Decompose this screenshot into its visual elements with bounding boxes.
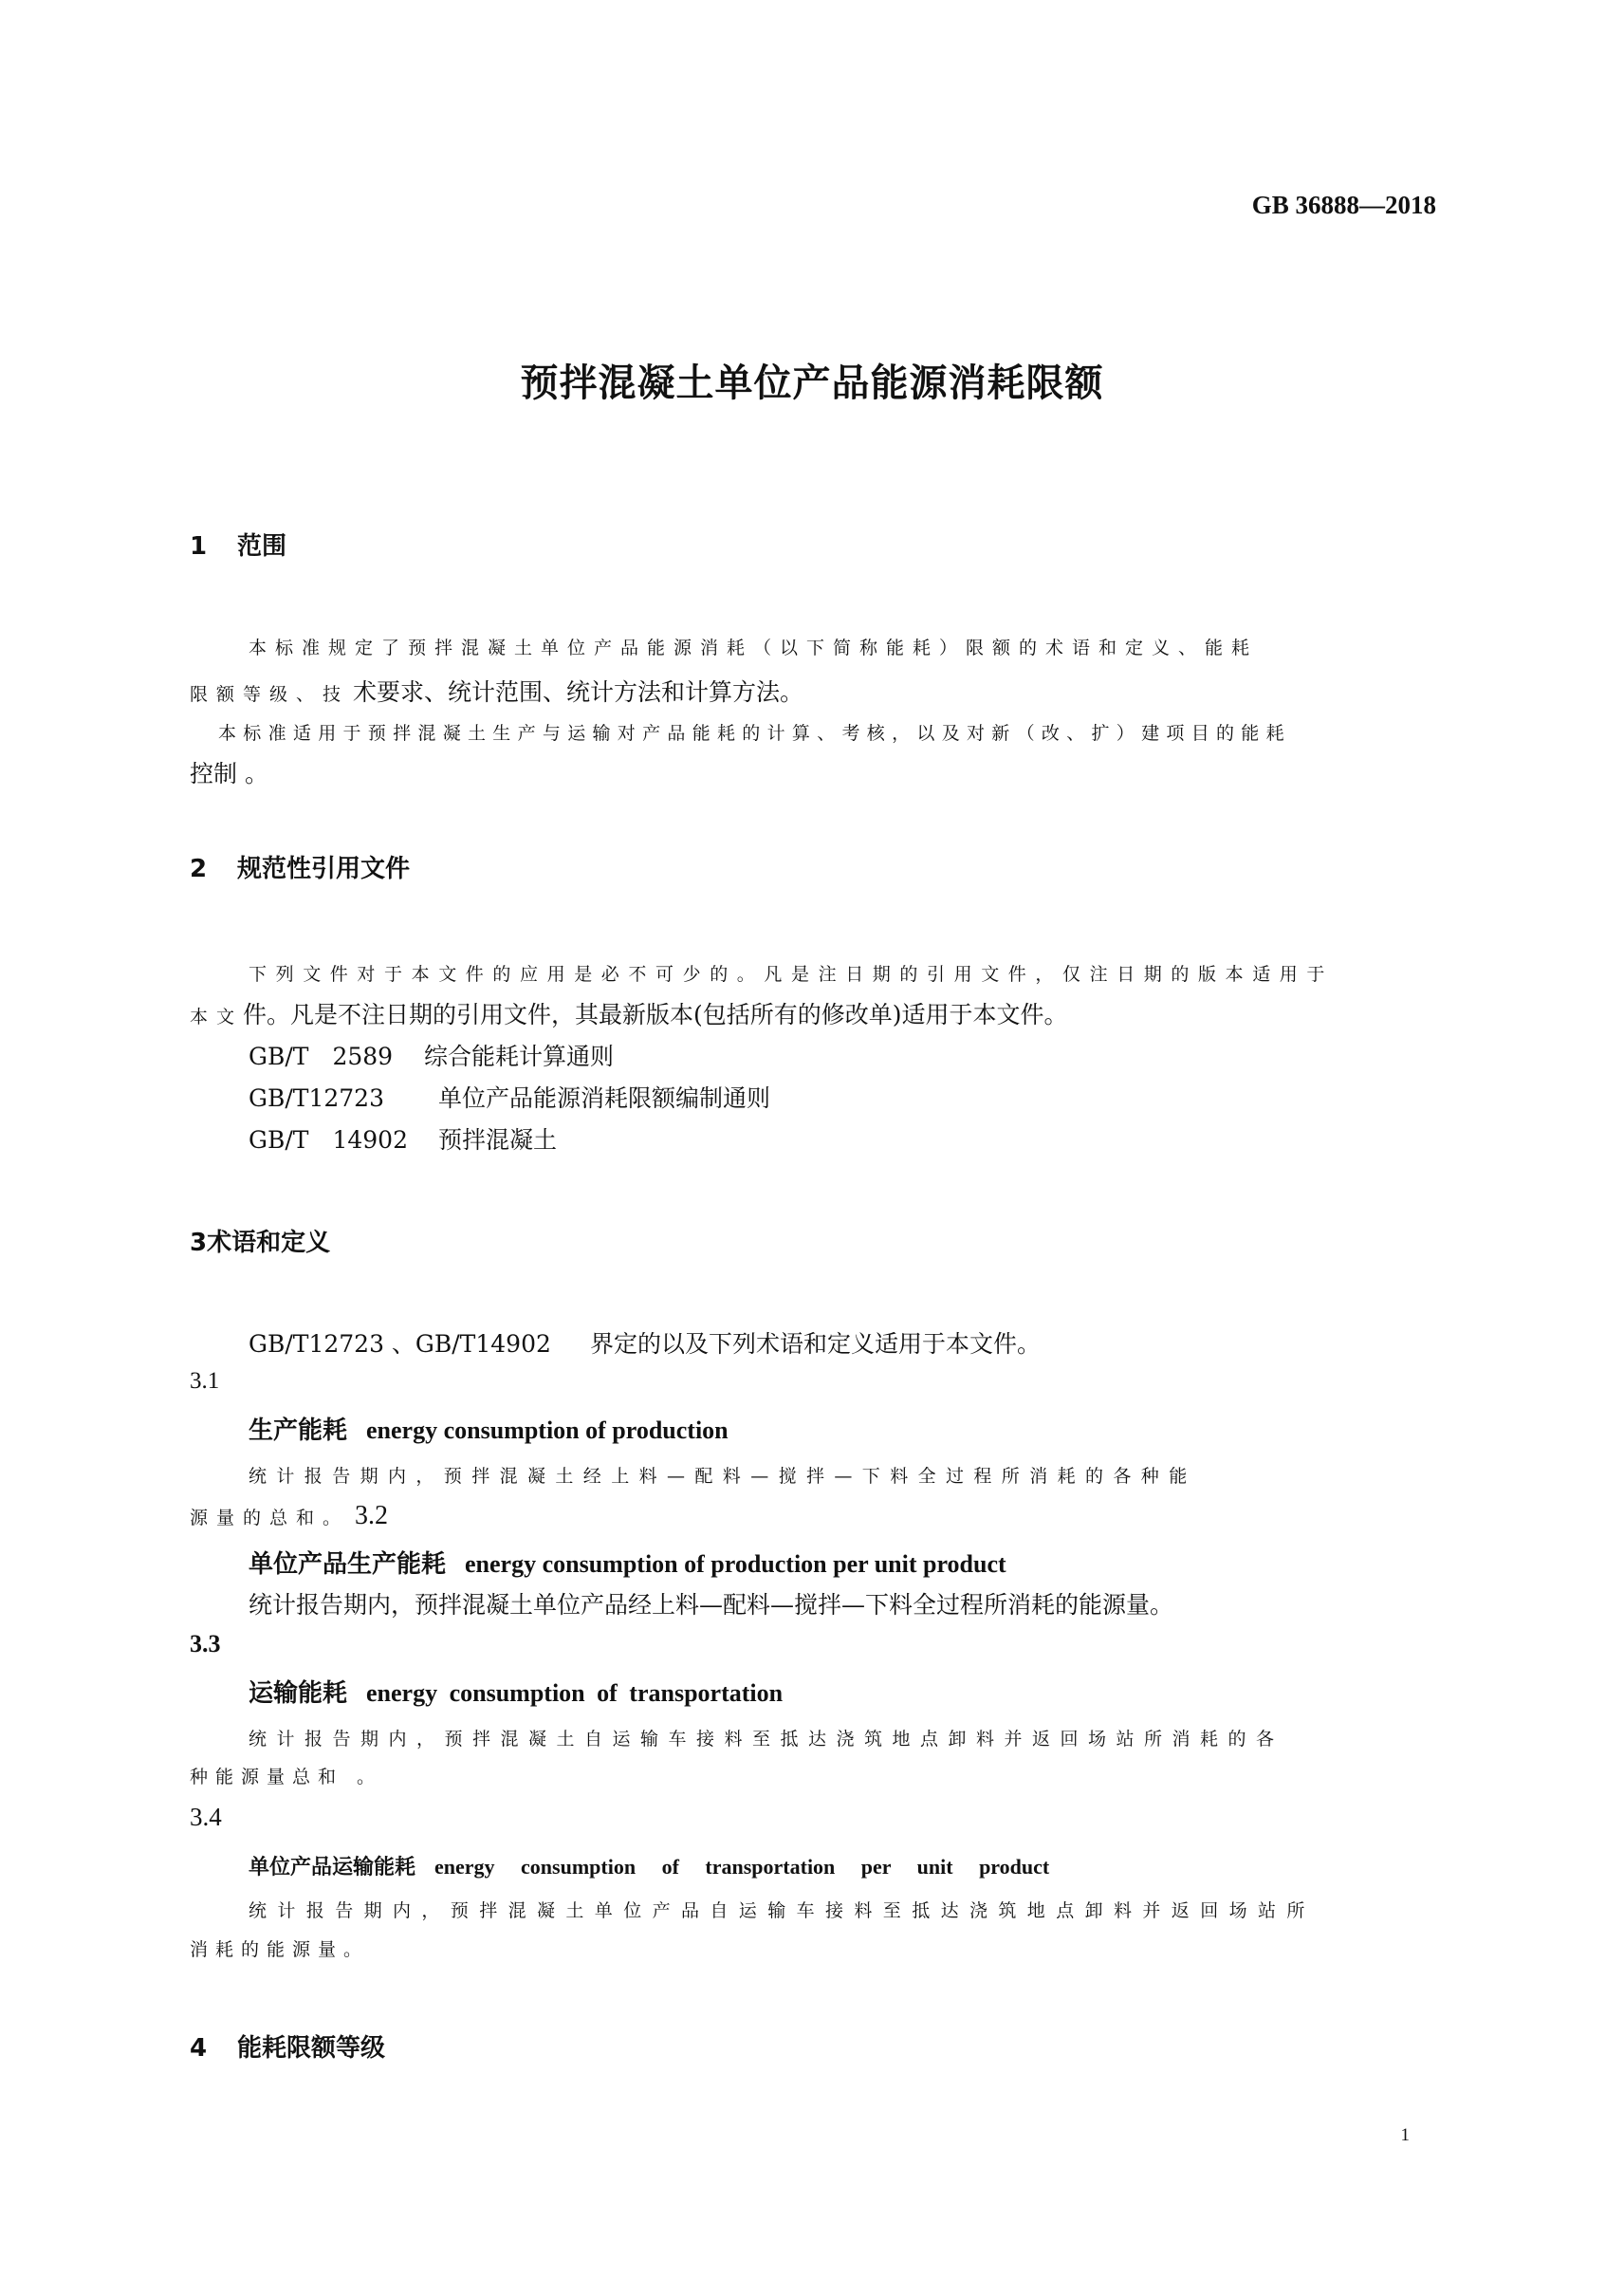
section-number: 4	[190, 2034, 208, 2063]
document-title: 预拌混凝土单位产品能源消耗限额	[520, 361, 1104, 405]
intro-text: 界定的以及下列术语和定义适用于本文件。	[590, 1330, 1042, 1358]
term-en: energy consumption of transportation	[366, 1679, 784, 1707]
term-definition-line-2: 消耗的能源量。	[190, 1939, 370, 1960]
reference-name: 预拌混凝土	[438, 1126, 558, 1154]
section-number: 2	[190, 855, 208, 883]
section-number: 3	[190, 1229, 208, 1257]
section-title: 规范性引用文件	[237, 855, 411, 883]
term-zh: 生产能耗	[249, 1416, 348, 1445]
section-title: 范围	[237, 532, 287, 561]
term-definition-line-1: 统计报告期内，预拌混凝土单位产品自运输车接料至抵达浇筑地点卸料并返回场站所	[249, 1900, 1316, 1921]
term-zh: 单位产品运输能耗	[249, 1855, 416, 1879]
section-number: 1	[190, 532, 208, 561]
term-definition-line-2: 种能源量总和 。	[190, 1767, 383, 1787]
reference-code: GB/T 14902	[249, 1126, 408, 1154]
term-zh: 单位产品生产能耗	[249, 1550, 447, 1579]
term-definition-line-1: 统计报告期内，预拌混凝土经上料—配料—搅拌—下料全过程所消耗的各种能	[249, 1466, 1197, 1487]
s1-paragraph-1-line-2	[190, 674, 803, 708]
s2-paragraph-line-1: 下列文件对于本文件的应用是必不可少的。凡是注日期的引用文件，仅注日期的版本适用于	[249, 964, 1335, 985]
term-number: 3.4	[190, 1803, 222, 1831]
term-en: energy consumption of production per unit product	[465, 1550, 1006, 1578]
page-number: 1	[1400, 2125, 1410, 2145]
text-span: 源量的总和。	[190, 1508, 350, 1528]
s1-paragraph-2-line-1: 本标准适用于预拌混凝土生产与运输对产品能耗的计算、考核，以及对新（改、扩）建项目的能耗	[218, 723, 1291, 744]
term-title	[249, 1411, 729, 1446]
s1-paragraph-1-line-1: 本标准规定了预拌混凝土单位产品能源消耗（以下简称能耗）限额的术语和定义、能耗	[249, 638, 1259, 658]
s2-paragraph-line-2	[190, 996, 1068, 1030]
section-2-heading	[190, 849, 410, 884]
term-definition-line-2	[190, 1501, 388, 1531]
text-span: 件。凡是不注日期的引用文件，其最新版本(包括所有的修改单)适用于本文件。	[243, 1001, 1068, 1028]
reference-codes: GB/T12723 、GB/T14902	[249, 1330, 551, 1358]
term-en: energy consumption of production	[366, 1416, 729, 1444]
term-zh: 运输能耗	[249, 1679, 348, 1708]
section-title: 能耗限额等级	[237, 2034, 386, 2063]
reference-code: GB/T 2589	[249, 1043, 394, 1070]
text-span: 限额等级、技	[190, 684, 350, 705]
normative-reference	[249, 1080, 770, 1114]
reference-name: 综合能耗计算通则	[424, 1043, 615, 1070]
term-title	[249, 1674, 783, 1709]
section-title: 术语和定义	[207, 1229, 331, 1257]
section-3-heading	[190, 1223, 330, 1258]
reference-name: 单位产品能源消耗限额编制通则	[438, 1084, 771, 1112]
text-span: 本文	[190, 1007, 244, 1028]
term-definition-line-1: 统计报告期内，预拌混凝土自运输车接料至抵达浇筑地点卸料并返回场站所消耗的各	[249, 1729, 1284, 1750]
term-number: 3.2	[355, 1501, 389, 1530]
s1-paragraph-2-line-2: 控制 。	[190, 760, 268, 787]
normative-reference	[249, 1121, 557, 1156]
term-title	[249, 1851, 1049, 1880]
term-en: energy consumption of transportation per unit product	[434, 1855, 1050, 1879]
document-code: GB 36888—2018	[1251, 191, 1436, 219]
normative-reference	[249, 1038, 614, 1072]
reference-code: GB/T12723	[249, 1084, 384, 1112]
term-number: 3.1	[190, 1368, 220, 1394]
text-span: 术要求、统计范围、统计方法和计算方法。	[353, 678, 804, 706]
s3-intro	[249, 1325, 1041, 1360]
term-title	[249, 1545, 1006, 1580]
section-1-heading	[190, 527, 286, 562]
term-number: 3.3	[190, 1630, 221, 1657]
term-definition-line-1: 统计报告期内，预拌混凝土单位产品经上料—配料—搅拌—下料全过程所消耗的能源量。	[249, 1591, 1174, 1619]
section-4-heading	[190, 2028, 385, 2064]
